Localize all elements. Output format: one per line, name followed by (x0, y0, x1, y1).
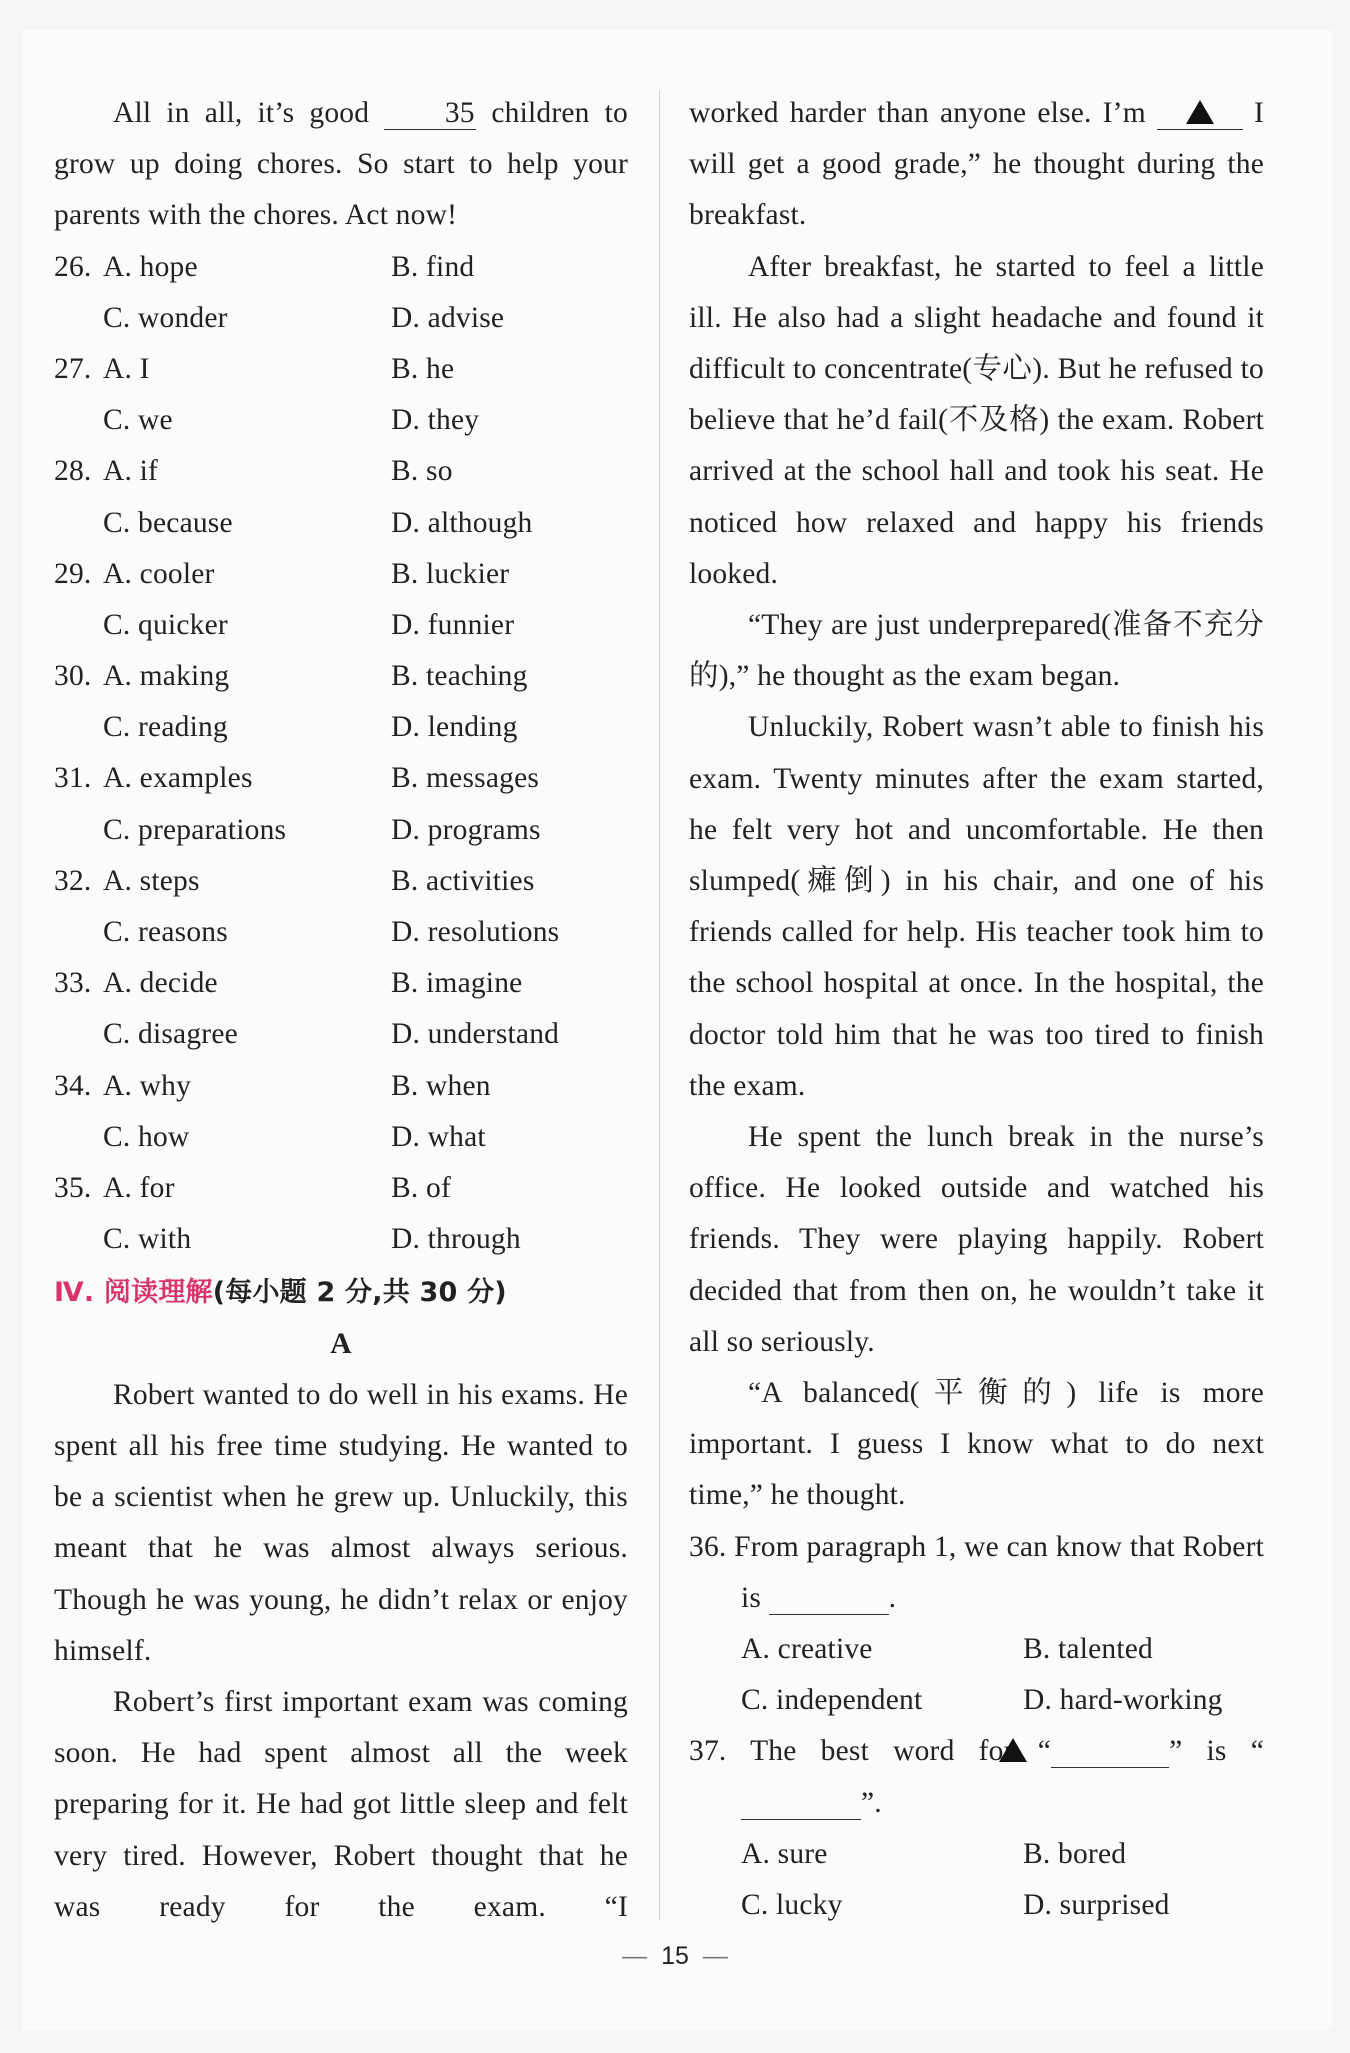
option[interactable]: A. sure (741, 1837, 828, 1870)
option[interactable]: D. advise (391, 301, 505, 334)
option[interactable]: C. lucky (741, 1889, 843, 1922)
option[interactable]: A. for (103, 1171, 175, 1204)
intro-paragraph: All in all, it’s good 35 children to grow up doing chores. So start to help your parents with the chores. Act now! (54, 97, 628, 232)
q37-options-row-2 (689, 1880, 1264, 1931)
question-35-row-2 (54, 1214, 628, 1265)
question-number: 30. (54, 660, 92, 693)
question-26-row-2 (54, 293, 628, 344)
question-37: 37. The best word for “ ” is “ ”. (689, 1735, 1264, 1819)
q37-options-row-1 (689, 1829, 1264, 1880)
answer-blank-37 (741, 1788, 861, 1820)
option[interactable]: B. messages (391, 762, 540, 795)
triangle-blank (1051, 1736, 1169, 1768)
option[interactable]: C. independent (741, 1684, 923, 1717)
question-32-row-1 (54, 856, 628, 907)
option[interactable]: D. they (391, 404, 480, 437)
passage-paragraph-6: Unluckily, Robert wasn’t able to finish his exam. Twenty minutes after the exam started, he felt very hot and uncomfortable. He then slumped(瘫倒) in his chair, and one of his friends called for help. His teacher took him to the school hospital at once. In the hospital, the doctor told him that he was too tired to finish the exam. (689, 711, 1264, 1102)
passage-paragraph-2: Robert’s first important exam was coming soon. He had spent almost all the week preparing for it. He had got little sleep and felt very tired. However, Robert thought that he was ready for the exam. “I (54, 1685, 628, 1923)
question-32-row-2 (54, 907, 628, 958)
option[interactable]: C. preparations (103, 813, 287, 846)
option[interactable]: A. decide (103, 967, 218, 1000)
question-27-row-2 (54, 395, 628, 446)
option[interactable]: B. talented (1023, 1633, 1153, 1666)
question-31-row-2 (54, 805, 628, 856)
column-divider (659, 90, 660, 1920)
cloze-options (54, 242, 628, 1266)
option[interactable]: B. when (391, 1069, 491, 1102)
option[interactable]: C. disagree (103, 1018, 238, 1051)
option[interactable]: C. how (103, 1120, 190, 1153)
option[interactable]: A. making (103, 660, 230, 693)
question-30-row-2 (54, 702, 628, 753)
option[interactable]: D. hard-working (1023, 1684, 1223, 1717)
option[interactable]: B. of (391, 1171, 451, 1204)
q36-options-row-1 (689, 1624, 1264, 1675)
passage-paragraph-1: Robert wanted to do well in his exams. He spent all his free time studying. He wanted to be a scientist when he grew up. Unluckily, this meant that he was almost always serious. Though he was young, he didn’t relax or enjoy himself. (54, 1378, 628, 1667)
option[interactable]: C. quicker (103, 608, 228, 641)
page-footer: — 15 — (622, 1942, 728, 1970)
option[interactable]: A. steps (103, 864, 200, 897)
question-27-row-1 (54, 344, 628, 395)
option[interactable]: B. luckier (391, 557, 510, 590)
question-28-row-1 (54, 446, 628, 497)
page-number: 15 (661, 1942, 689, 1970)
section-heading: Ⅳ. 阅读理解(每小题 2 分,共 30 分) (54, 1277, 507, 1309)
option[interactable]: A. why (103, 1069, 192, 1102)
option[interactable]: B. bored (1023, 1837, 1127, 1870)
passage-paragraph-3: worked harder than anyone else. I’m I will get a good grade,” he thought during the breakfast. (689, 97, 1264, 232)
option[interactable]: A. I (103, 352, 150, 385)
question-number: 26. (54, 250, 92, 283)
left-column (54, 88, 628, 1933)
option[interactable]: C. because (103, 506, 233, 539)
question-33-row-1 (54, 958, 628, 1009)
option[interactable]: B. imagine (391, 967, 523, 1000)
option[interactable]: D. although (391, 506, 533, 539)
option[interactable]: D. through (391, 1223, 521, 1256)
question-35-row-1 (54, 1163, 628, 1214)
question-number: 28. (54, 455, 92, 488)
right-column (689, 88, 1264, 1931)
triangle-blank (1157, 98, 1243, 130)
option[interactable]: A. examples (103, 762, 253, 795)
passage-paragraph-7: He spent the lunch break in the nurse’s office. He looked outside and watched his friends. They were playing happily. Robert decided that from then on, he wouldn’t take it all so seriously. (689, 1121, 1264, 1358)
question-number: 33. (54, 967, 92, 1000)
question-number: 27. (54, 352, 92, 385)
answer-blank-36 (769, 1583, 889, 1615)
question-31-row-1 (54, 753, 628, 804)
option[interactable]: B. so (391, 455, 453, 488)
option[interactable]: B. find (391, 250, 475, 283)
option[interactable]: C. wonder (103, 301, 228, 334)
option[interactable]: D. surprised (1023, 1889, 1170, 1922)
q36-options-row-2 (689, 1675, 1264, 1726)
blank-35: 35 (384, 98, 476, 130)
passage-label: A (330, 1327, 352, 1360)
option[interactable]: C. we (103, 404, 173, 437)
question-28-row-2 (54, 498, 628, 549)
question-number: 32. (54, 864, 92, 897)
option[interactable]: B. activities (391, 864, 535, 897)
passage-paragraph-5: “They are just underprepared(准备不充分的),” he thought as the exam began. (689, 609, 1264, 693)
question-36: 36. From paragraph 1, we can know that Robert is . (689, 1530, 1265, 1614)
option[interactable]: A. if (103, 455, 159, 488)
triangle-icon (1186, 100, 1214, 124)
option[interactable]: A. cooler (103, 557, 215, 590)
option[interactable]: D. what (391, 1120, 486, 1153)
option[interactable]: C. with (103, 1223, 192, 1256)
option[interactable]: D. lending (391, 711, 518, 744)
question-34-row-1 (54, 1061, 628, 1112)
option[interactable]: D. resolutions (391, 916, 560, 949)
question-29-row-2 (54, 600, 628, 651)
question-number: 34. (54, 1069, 92, 1102)
triangle-icon (999, 1738, 1027, 1762)
option[interactable]: B. teaching (391, 660, 528, 693)
question-34-row-2 (54, 1112, 628, 1163)
question-26-row-1 (54, 242, 628, 293)
passage-paragraph-4: After breakfast, he started to feel a little ill. He also had a slight headache and found it difficult to concentrate(专心). But he refused to believe that he’d fail(不及格) the exam. Robert arrived at the school hall and took his seat. He noticed how relaxed and happy his friends looked. (689, 250, 1264, 590)
question-number: 35. (54, 1171, 92, 1204)
option[interactable]: D. understand (391, 1018, 560, 1051)
question-33-row-2 (54, 1009, 628, 1060)
option[interactable]: A. creative (741, 1633, 873, 1666)
option[interactable]: C. reasons (103, 916, 228, 949)
question-number: 29. (54, 557, 92, 590)
question-number: 31. (54, 762, 92, 795)
option[interactable]: B. he (391, 352, 455, 385)
passage-paragraph-8: “A balanced(平衡的) life is more important. I guess I know what to do next time,” he thought. (689, 1377, 1264, 1512)
question-30-row-1 (54, 651, 628, 702)
option[interactable]: D. programs (391, 813, 541, 846)
option[interactable]: C. reading (103, 711, 228, 744)
question-29-row-1 (54, 549, 628, 600)
option[interactable]: A. hope (103, 250, 198, 283)
option[interactable]: D. funnier (391, 608, 515, 641)
